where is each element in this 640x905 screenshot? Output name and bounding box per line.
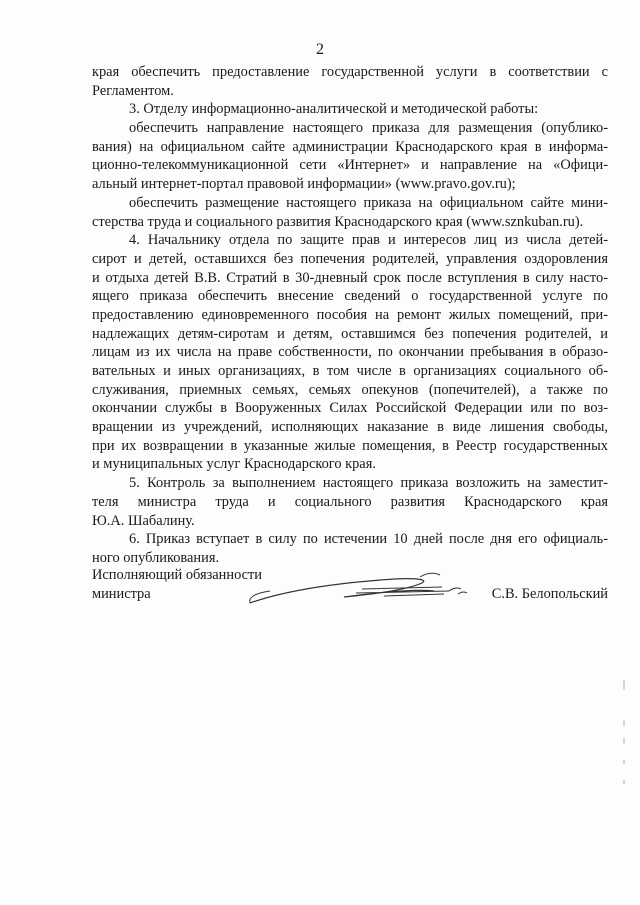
signature-block [92, 567, 608, 617]
body-line: Регламентом. [92, 82, 174, 99]
section-3-heading: 3. Отделу информационно-аналитической и методической работы: [129, 101, 539, 118]
signatory-title-line-2: министра [92, 586, 151, 602]
body-line: вания) на официальном сайте администрации Краснодарского края в информа- [92, 138, 608, 155]
body-line: лицам из их числа на праве собственности, по окончании пребывания в образо- [92, 344, 608, 361]
body-line: стерства труда и социального развития Краснодарского края (www.sznkuban.ru). [92, 213, 584, 230]
signatory-name: С.В. Белопольский [491, 586, 608, 602]
scan-margin-marks [620, 680, 628, 800]
body-line: и муниципальных услуг Краснодарского края. [92, 456, 376, 473]
body-line: ционно-телекоммуникационной сети «Интернет» и направление на «Офици- [92, 157, 608, 174]
body-line: края обеспечить предоставление государственной услуги в соответствии с [92, 64, 608, 80]
body-line: вательных и иных организациях, в том числе в организациях социального об- [92, 363, 608, 379]
body-line: и отдыха детей В.В. Стратий в 30-дневный срок после вступления в силу насто- [92, 269, 608, 286]
document-body [92, 63, 608, 568]
body-line: сирот и детей, оставшихся без попечения родителей, управления оздоровления [92, 250, 608, 267]
body-line: надлежащих детям-сиротам и детям, оставшимся без попечения родителей, и [92, 325, 608, 342]
body-line: ного опубликования. [92, 549, 220, 566]
body-line: обеспечить размещение настоящего приказа на официальном сайте мини- [129, 194, 608, 211]
body-line: служивания, приемных семьях, семьях опекунов (попечителей), а также по [92, 381, 608, 398]
handwritten-signature [244, 569, 474, 609]
signatory-title-line-1: Исполняющий обязанности [92, 567, 263, 583]
body-line: окончании службы в Вооруженных Силах Российской Федерации или по воз- [92, 400, 608, 417]
body-line: теля министра труда и социального развития Краснодарского края [92, 493, 608, 510]
body-line: альный интернет-портал правовой информации» (www.pravo.gov.ru); [92, 176, 516, 193]
body-line: обеспечить направление настоящего приказа для размещения (опублико- [129, 120, 608, 137]
body-line: Ю.А. Шабалину. [92, 512, 195, 529]
section-6-start: 6. Приказ вступает в силу по истечении 10 дней после дня его официаль- [129, 531, 608, 548]
body-line: предоставлению единовременного пособия на ремонт жилых помещений, при- [92, 306, 608, 323]
page-number: 2 [316, 41, 324, 58]
section-5-start: 5. Контроль за выполнением настоящего приказа возложить на заместит- [129, 475, 608, 492]
body-line: при их возвращении в указанные жилые помещения, в Реестр государственных [92, 437, 608, 454]
body-line: ящего приказа обеспечить внесение сведений о государственной услуге по [92, 288, 608, 305]
section-4-start: 4. Начальнику отдела по защите прав и интересов лиц из числа детей- [129, 232, 608, 249]
body-line: вращении из учреждений, исполняющих наказание в виде лишения свободы, [92, 419, 608, 436]
